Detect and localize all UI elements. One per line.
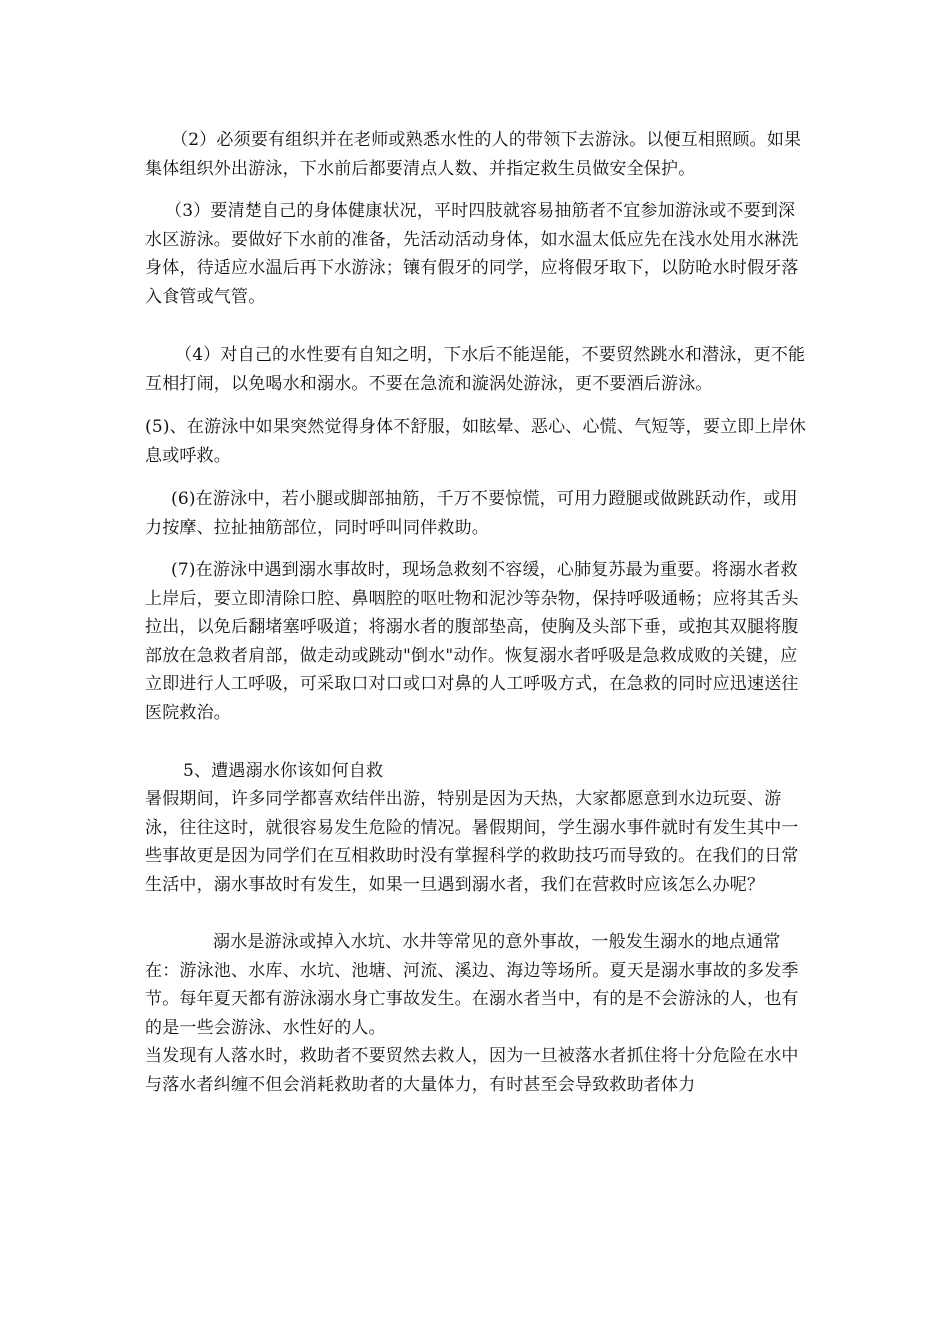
paragraph-summer-vacation: 暑假期间，许多同学都喜欢结伴出游，特别是因为天热，大家都愿意到水边玩耍、游泳，往往这时，就很容易发生危险的情况。暑假期间，学生溺水事件就时有发生其中一些事故更是因为同学们在互相救助时没有掌握科学的救助技巧而导致的。在我们的日常生活中，溺水事故时有发生，如果一旦遇到溺水者，我们在营救时应该怎么办呢？ bbox=[145, 789, 799, 895]
paragraph-7-first-aid: (7)在游泳中遇到溺水事故时，现场急救刻不容缓，心肺复苏最为重要。将溺水者救上岸后，要立即清除口腔、鼻咽腔的呕吐物和泥沙等杂物，保持呼吸通畅；应将其舌头拉出，以免后翻堵塞呼吸道；将溺水者的腹部垫高，使胸及头部下垂，或抱其双腿将腹部放在急救者肩部，做走动或跳动"倒水"动作。恢复溺水者呼吸是急救成败的关键，应立即进行人工呼吸，可采取口对口或口对鼻的人工呼吸方式，在急救的同时应迅速送往医院救治。 bbox=[145, 560, 799, 723]
section-heading-self-rescue: 5、遭遇溺水你该如何自救 bbox=[183, 761, 384, 781]
paragraph-4-know-your-ability: （4）对自己的水性要有自知之明，下水后不能逞能，不要贸然跳水和潜泳，更不能互相打闹，以免喝水和溺水。不要在急流和漩涡处游泳，更不要酒后游泳。 bbox=[145, 345, 806, 394]
paragraph-when-someone-falls-in: 当发现有人落水时，救助者不要贸然去救人，因为一旦被落水者抓住将十分危险在水中与落水者纠缠不但会消耗救助者的大量体力，有时甚至会导致救助者体力 bbox=[145, 1046, 799, 1095]
paragraph-2-organized-swimming: （2）必须要有组织并在老师或熟悉水性的人的带领下去游泳。以便互相照顾。如果集体组织外出游泳，下水前后都要清点人数、并指定救生员做安全保护。 bbox=[145, 130, 802, 179]
paragraph-3-health-check: （3）要清楚自己的身体健康状况，平时四肢就容易抽筋者不宜参加游泳或不要到深水区游泳。要做好下水前的准备，先活动活动身体，如水温太低应先在浅水处用水淋洗身体，待适应水温后再下水游泳；镶有假牙的同学，应将假牙取下，以防呛水时假牙落入食管或气管。 bbox=[145, 201, 799, 307]
paragraph-drowning-locations: 溺水是游泳或掉入水坑、水井等常见的意外事故，一般发生溺水的地点通常在：游泳池、水库、水坑、池塘、河流、溪边、海边等场所。夏天是溺水事故的多发季节。每年夏天都有游泳溺水身亡事故发生。在溺水者当中，有的是不会游泳的人，也有的是一些会游泳、水性好的人。 bbox=[145, 932, 799, 1038]
paragraph-5-feeling-unwell: (5)、在游泳中如果突然觉得身体不舒服，如眩晕、恶心、心慌、气短等，要立即上岸休息或呼救。 bbox=[145, 417, 807, 466]
paragraph-6-cramps: (6)在游泳中，若小腿或脚部抽筋，千万不要惊慌，可用力蹬腿或做跳跃动作，或用力按摩、拉扯抽筋部位，同时呼叫同伴救助。 bbox=[145, 489, 798, 538]
